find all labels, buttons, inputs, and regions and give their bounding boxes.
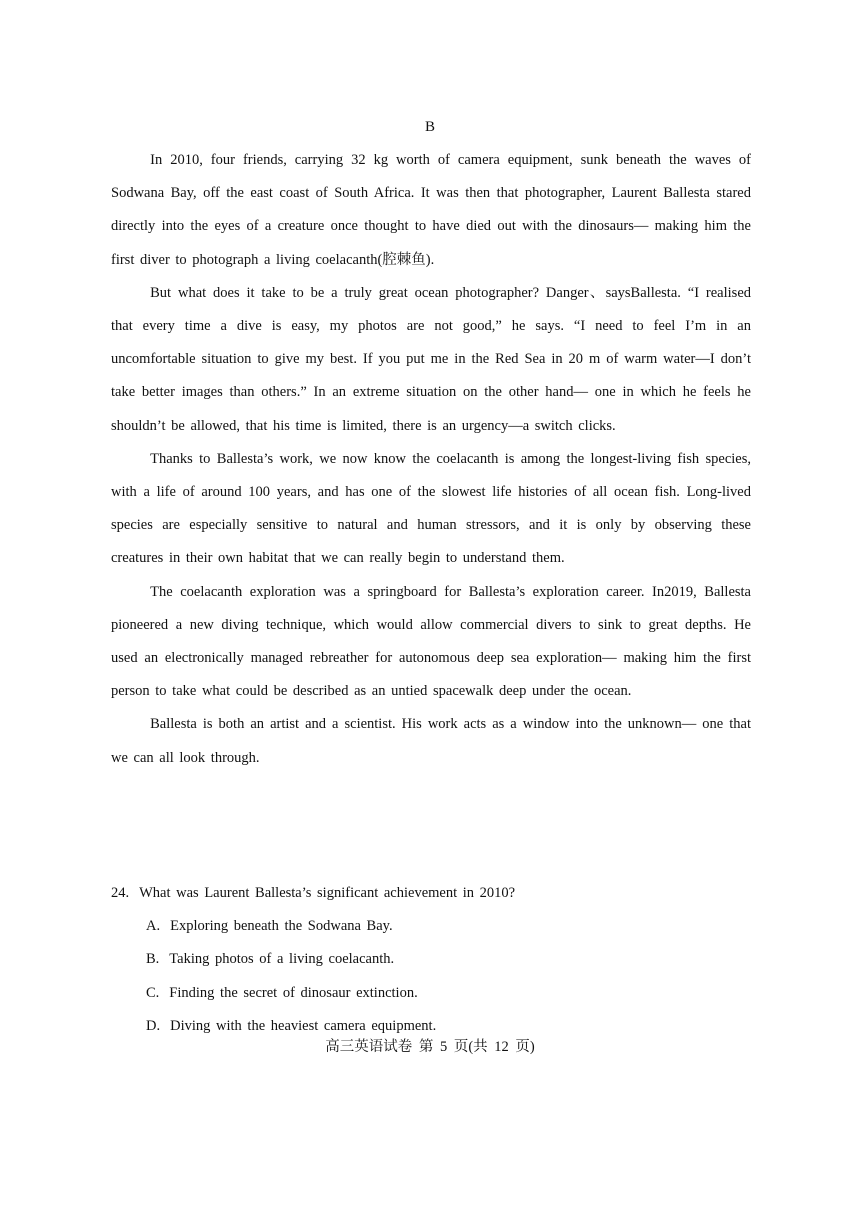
passage-paragraph-2: But what does it take to be a truly great ocean photographer? Danger、saysBallesta. “I realised that every time a dive is easy, my photos are not good,” he says. “I need to feel I’m in an uncomfortable situation to give my best. If you put me in the Red Sea in 20 m of warm water—I don’t take better images than others.” In an extreme situation on the other hand— one in which he feels he shouldn’t be allowed, that his time is limited, there is an urgency—a switch clicks.: [111, 284, 751, 434]
option-a[interactable]: [111, 910, 751, 943]
section-heading: B: [424, 119, 435, 135]
page-footer: 高三英语试卷 第 5 页(共 12 页): [325, 1039, 535, 1055]
option-c[interactable]: [111, 977, 751, 1010]
option-text: Taking photos of a living coelacanth.: [169, 951, 395, 968]
passage-paragraph-1: In 2010, four friends, carrying 32 kg worth of camera equipment, sunk beneath the waves of Sodwana Bay, off the east coast of South Africa. It was then that photographer, Laurent Ballesta stared directly into the eyes of a creature once thought to have died out with the dinosaurs— making him the first diver to photograph a living coelacanth(腔棘鱼).: [111, 152, 751, 268]
option-letter: A.: [146, 918, 161, 935]
reading-passage: [111, 144, 751, 775]
passage-paragraph-5: Ballesta is both an artist and a scientist. His work acts as a window into the unknown— one that we can all look through.: [111, 716, 751, 766]
option-text: Exploring beneath the Sodwana Bay.: [170, 918, 393, 935]
passage-paragraph-3: Thanks to Ballesta’s work, we now know the coelacanth is among the longest-living fish species, with a life of around 100 years, and has one of the slowest life histories of all ocean fish. Long-lived species are especially sensitive to natural and human stressors, and it is only by observing these creatures in their own habitat that we can really begin to understand them.: [111, 450, 751, 567]
question-stem: [111, 877, 751, 910]
question-text: What was Laurent Ballesta’s significant achievement in 2010?: [139, 885, 516, 901]
option-letter: B.: [146, 951, 160, 968]
option-letter: C.: [146, 984, 160, 1001]
passage-paragraph-4: The coelacanth exploration was a springboard for Ballesta’s exploration career. In2019, Ballesta pioneered a new diving technique, which would allow commercial divers to sink to great depths. He used an electronically managed rebreather for autonomous deep sea exploration— making him the first person to take what could be described as an untied spacewalk deep under the ocean.: [111, 583, 751, 700]
question-number: 24.: [111, 885, 130, 901]
question-24: [111, 877, 751, 1043]
option-letter: D.: [146, 1017, 161, 1034]
option-text: Diving with the heaviest camera equipment.: [170, 1017, 437, 1034]
option-text: Finding the secret of dinosaur extinction.: [169, 984, 418, 1001]
option-b[interactable]: [111, 943, 751, 976]
